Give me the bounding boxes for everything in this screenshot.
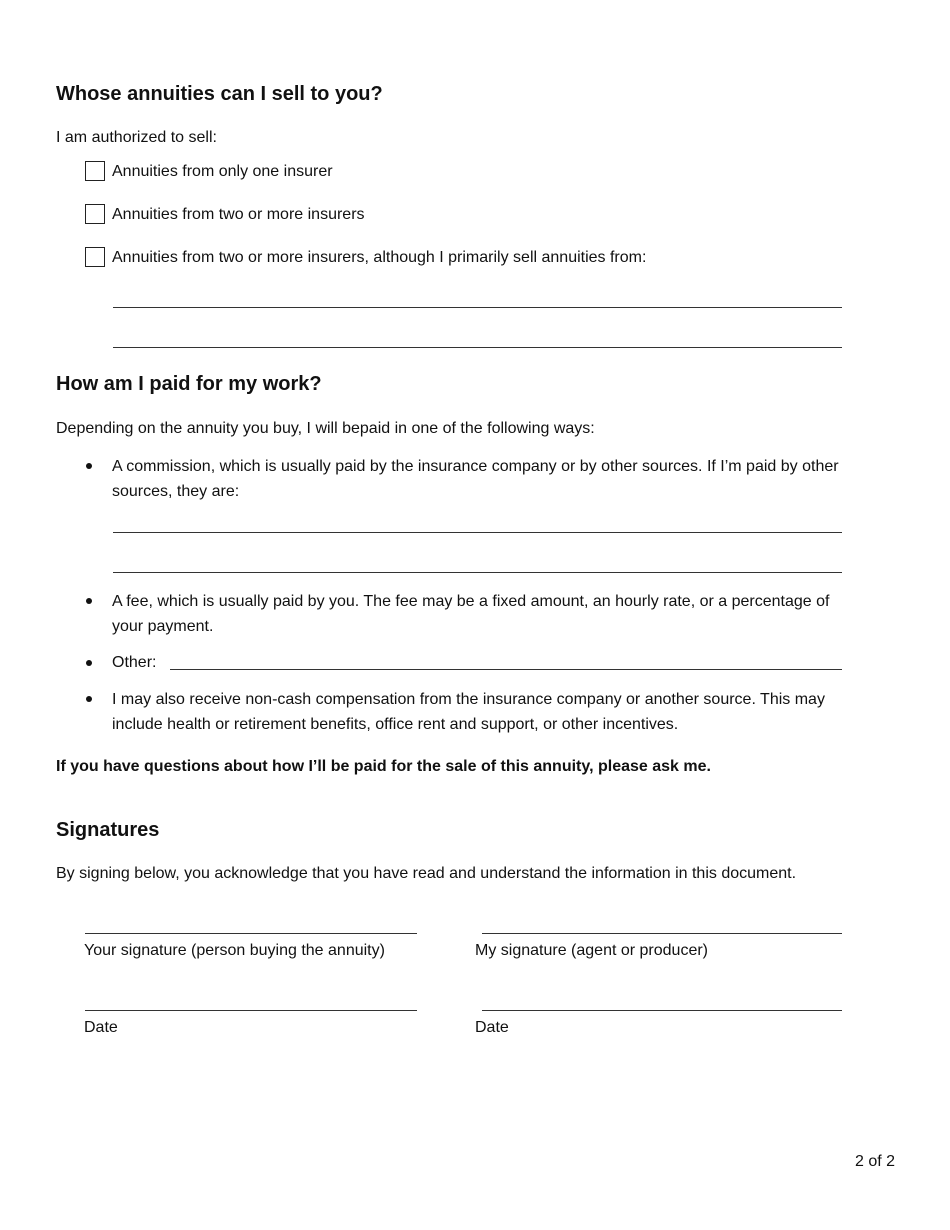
option-two-or-more-label: Annuities from two or more insurers — [112, 206, 365, 223]
other-sources-line-1[interactable] — [113, 532, 842, 533]
option-primarily-sell-label: Annuities from two or more insurers, although I primarily sell annuities from: — [112, 249, 647, 266]
commission-text — [112, 454, 902, 504]
signatures-intro: By signing below, you acknowledge that you have read and understand the information in this document. — [56, 865, 797, 882]
my-signature-line[interactable] — [482, 933, 842, 934]
primary-insurer-line-2[interactable] — [113, 347, 842, 348]
other-sources-line-2[interactable] — [113, 572, 842, 573]
your-signature-label: Your signature (person buying the annuity) — [84, 942, 385, 959]
your-date-label: Date — [84, 1019, 118, 1036]
noncash-text — [112, 687, 902, 737]
bullet-other — [86, 660, 92, 666]
fee-line-2: your payment. — [112, 618, 214, 635]
heading-whose-annuities: Whose annuities can I sell to you? — [56, 83, 383, 105]
other-label: Other: — [112, 654, 157, 671]
paid-intro: Depending on the annuity you buy, I will bepaid in one of the following ways: — [56, 420, 595, 437]
primary-insurer-line-1[interactable] — [113, 307, 842, 308]
fee-line-1: A fee, which is usually paid by you. The fee may be a fixed amount, an hourly rate, or a percentage of — [112, 593, 830, 610]
your-signature-line[interactable] — [85, 933, 417, 934]
checkbox-two-or-more-insurers[interactable] — [85, 204, 105, 224]
bullet-fee — [86, 598, 92, 604]
authorized-intro: I am authorized to sell: — [56, 129, 217, 146]
heading-signatures: Signatures — [56, 819, 160, 841]
noncash-line-2: include health or retirement benefits, office rent and support, or other incentives. — [112, 716, 679, 733]
noncash-line-1: I may also receive non-cash compensation from the insurance company or another source. This may — [112, 691, 825, 708]
checkbox-one-insurer[interactable] — [85, 161, 105, 181]
fee-text — [112, 589, 902, 639]
my-date-label: Date — [475, 1019, 509, 1036]
other-line[interactable] — [170, 669, 842, 670]
page-number: 2 of 2 — [855, 1153, 896, 1170]
my-signature-label: My signature (agent or producer) — [475, 942, 708, 959]
bullet-commission — [86, 463, 92, 469]
checkbox-primarily-sell[interactable] — [85, 247, 105, 267]
bullet-noncash — [86, 696, 92, 702]
commission-line-2: sources, they are: — [112, 483, 240, 500]
your-date-line[interactable] — [85, 1010, 417, 1011]
heading-how-paid: How am I paid for my work? — [56, 373, 322, 395]
questions-note: If you have questions about how I’ll be paid for the sale of this annuity, please ask me. — [56, 758, 711, 775]
option-one-insurer-label: Annuities from only one insurer — [112, 163, 333, 180]
commission-line-1: A commission, which is usually paid by the insurance company or by other sources. If I’m paid by other — [112, 458, 839, 475]
my-date-line[interactable] — [482, 1010, 842, 1011]
